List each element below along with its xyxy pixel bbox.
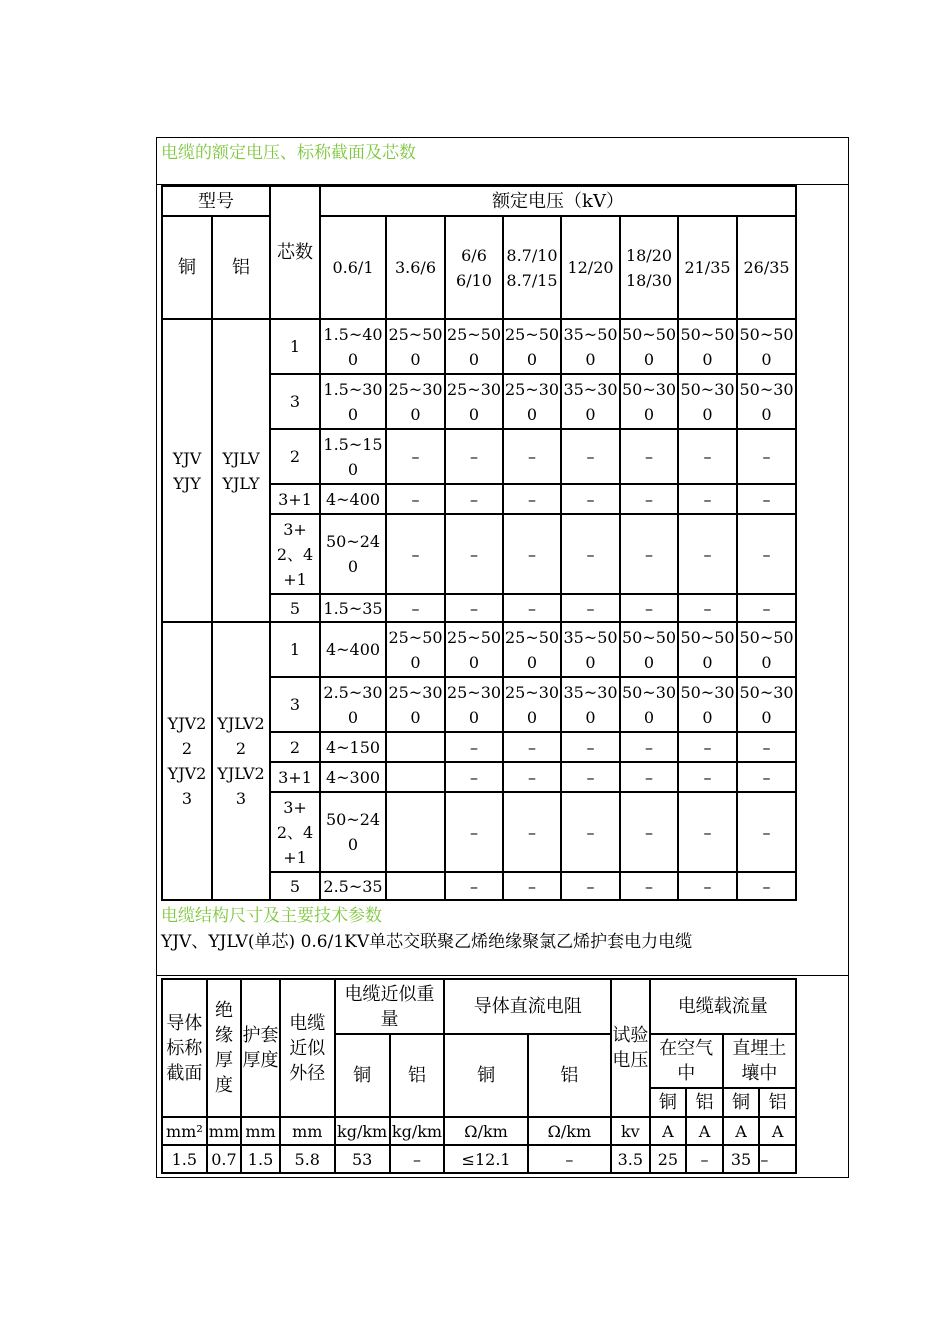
header-approx-weight: 电缆近似重量 [336, 980, 446, 1035]
header-voltage-5: 18/20 18/30 [621, 217, 679, 320]
copper-model: YJV YJY [163, 320, 213, 623]
section-range-cell: 25~500 [446, 320, 504, 375]
copper-model: YJV22 YJV23 [163, 623, 213, 901]
table-row [163, 623, 797, 678]
section-range-cell: 25~500 [387, 623, 446, 678]
section-range-cell: 50~500 [679, 320, 738, 375]
section-range-cell: 4~400 [321, 485, 387, 515]
section-range-cell: – [679, 515, 738, 595]
section-range-cell: 50~300 [679, 375, 738, 430]
header-in-air: 在空气中 [651, 1035, 724, 1089]
section-range-cell: 50~500 [621, 623, 679, 678]
section-range-cell: 4~150 [321, 733, 387, 763]
section-range-cell: – [446, 515, 504, 595]
header-voltage-0: 0.6/1 [321, 217, 387, 320]
section-range-cell: 25~300 [446, 375, 504, 430]
value-cell: 25 [651, 1146, 688, 1174]
cores-cell: 3+2、4+1 [271, 793, 321, 873]
unit-cell: A [687, 1118, 724, 1146]
section-range-cell: – [738, 793, 797, 873]
section-range-cell: – [738, 485, 797, 515]
header-resistance-copper: 铜 [445, 1035, 528, 1118]
section-range-cell: – [562, 793, 621, 873]
value-cell: – [391, 1146, 446, 1174]
section-range-cell: – [562, 763, 621, 793]
section-range-cell: – [621, 873, 679, 901]
section-range-cell: – [562, 485, 621, 515]
section-range-cell [387, 793, 446, 873]
header-weight-aluminum: 铝 [391, 1035, 446, 1118]
section-range-cell: 50~240 [321, 515, 387, 595]
section-range-cell [387, 873, 446, 901]
value-cell: 1.5 [242, 1146, 281, 1174]
section2-title: 电缆结构尺寸及主要技术参数 [161, 906, 382, 926]
unit-cell: A [760, 1118, 797, 1146]
header-voltage-3: 8.7/10 8.7/15 [504, 217, 562, 320]
section-range-cell: – [738, 733, 797, 763]
section-range-cell: 50~240 [321, 793, 387, 873]
section-range-cell: 50~500 [738, 320, 797, 375]
value-cell: 35 [724, 1146, 761, 1174]
section1-title: 电缆的额定电压、标称截面及芯数 [161, 143, 416, 163]
value-cell: 5.8 [281, 1146, 336, 1174]
value-cell: 53 [336, 1146, 391, 1174]
aluminum-model: YJLV YJLY [213, 320, 271, 623]
section-range-cell: 50~500 [621, 320, 679, 375]
section-range-cell: – [504, 485, 562, 515]
cores-cell: 2 [271, 733, 321, 763]
cable-parameters-table [161, 978, 797, 1174]
section-range-cell: 50~300 [621, 678, 679, 733]
unit-cell: kg/km [391, 1118, 446, 1146]
header-weight-copper: 铜 [336, 1035, 391, 1118]
unit-cell: Ω/km [445, 1118, 528, 1146]
section-range-cell: – [621, 515, 679, 595]
section-range-cell: – [446, 763, 504, 793]
cores-cell: 5 [271, 873, 321, 901]
header-resistance-aluminum: 铝 [529, 1035, 612, 1118]
section-range-cell: – [738, 873, 797, 901]
header-outer-diameter: 电缆近似外径 [281, 980, 336, 1118]
section-range-cell: 1.5~35 [321, 595, 387, 623]
value-cell: – [760, 1146, 797, 1174]
value-cell: – [529, 1146, 612, 1174]
section-range-cell: 1.5~400 [321, 320, 387, 375]
section-range-cell: 50~500 [738, 623, 797, 678]
section-range-cell: – [738, 515, 797, 595]
section-range-cell: – [679, 733, 738, 763]
table-row [163, 1146, 797, 1174]
header-capacity-copper-0: 铜 [651, 1089, 688, 1118]
section-range-cell: – [446, 430, 504, 485]
value-cell: 3.5 [612, 1146, 651, 1174]
voltage-section-table [161, 185, 797, 901]
section-range-cell: – [738, 763, 797, 793]
section-range-cell: 1.5~300 [321, 375, 387, 430]
section-range-cell: – [504, 515, 562, 595]
section-range-cell: 35~500 [562, 320, 621, 375]
section-range-cell: – [562, 595, 621, 623]
section-range-cell: – [387, 515, 446, 595]
section-range-cell: – [621, 793, 679, 873]
header-capacity-aluminum-3: 铝 [760, 1089, 797, 1118]
section-range-cell: – [446, 793, 504, 873]
section-range-cell: – [679, 763, 738, 793]
section-range-cell [387, 733, 446, 763]
section-range-cell: – [679, 595, 738, 623]
unit-cell: kg/km [336, 1118, 391, 1146]
section2-subtitle: YJV、YJLV(单芯) 0.6/1KV单芯交联聚乙烯绝缘聚氯乙烯护套电力电缆 [161, 932, 693, 952]
section-range-cell: – [621, 430, 679, 485]
table-row [163, 320, 797, 375]
section-range-cell: – [679, 793, 738, 873]
section-range-cell: – [504, 733, 562, 763]
section-range-cell: 2.5~35 [321, 873, 387, 901]
value-cell: ≤12.1 [445, 1146, 528, 1174]
section-range-cell: 25~300 [387, 678, 446, 733]
cores-cell: 3+1 [271, 485, 321, 515]
cores-cell: 3 [271, 375, 321, 430]
section-range-cell: – [562, 733, 621, 763]
section-range-cell: – [446, 595, 504, 623]
section-range-cell: 50~300 [621, 375, 679, 430]
header-conductor-section: 导体标称截面 [163, 980, 208, 1118]
section-range-cell: – [562, 873, 621, 901]
cores-cell: 2 [271, 430, 321, 485]
section-range-cell: – [446, 873, 504, 901]
section-range-cell: 25~500 [504, 320, 562, 375]
section-range-cell: – [504, 873, 562, 901]
header-in-soil: 直埋土壤中 [724, 1035, 797, 1089]
section-range-cell: 25~300 [504, 678, 562, 733]
header-sheath-thickness: 护套厚度 [242, 980, 281, 1118]
section-range-cell: – [621, 595, 679, 623]
unit-cell: mm [208, 1118, 243, 1146]
aluminum-model: YJLV22 YJLV23 [213, 623, 271, 901]
section-range-cell: – [446, 485, 504, 515]
cores-cell: 3 [271, 678, 321, 733]
header-aluminum: 铝 [213, 217, 271, 320]
value-cell: – [687, 1146, 724, 1174]
section-range-cell: – [562, 515, 621, 595]
section-range-cell: 35~300 [562, 678, 621, 733]
section-range-cell: 50~300 [679, 678, 738, 733]
value-cell: 1.5 [163, 1146, 208, 1174]
header-rated-voltage: 额定电压（kV） [321, 187, 797, 217]
header-voltage-1: 3.6/6 [387, 217, 446, 320]
section-range-cell: 4~300 [321, 763, 387, 793]
header-voltage-6: 21/35 [679, 217, 738, 320]
unit-cell: Ω/km [529, 1118, 612, 1146]
header-voltage-4: 12/20 [562, 217, 621, 320]
section-range-cell: 2.5~300 [321, 678, 387, 733]
unit-cell: A [724, 1118, 761, 1146]
section-range-cell: 4~400 [321, 623, 387, 678]
header-voltage-7: 26/35 [738, 217, 797, 320]
section-range-cell: 25~300 [504, 375, 562, 430]
header-model: 型号 [163, 187, 271, 217]
section-range-cell: 50~300 [738, 375, 797, 430]
section-range-cell: – [387, 485, 446, 515]
header-capacity-aluminum-1: 铝 [687, 1089, 724, 1118]
section-range-cell: – [621, 763, 679, 793]
divider [157, 975, 848, 976]
value-cell: 0.7 [208, 1146, 243, 1174]
section-range-cell: – [387, 595, 446, 623]
cores-cell: 3+1 [271, 763, 321, 793]
unit-cell: mm [281, 1118, 336, 1146]
section-range-cell: – [446, 733, 504, 763]
unit-cell: A [651, 1118, 688, 1146]
header-insulation-thickness: 绝缘厚度 [208, 980, 243, 1118]
section-range-cell: – [679, 873, 738, 901]
section-range-cell: 35~500 [562, 623, 621, 678]
section-range-cell: – [504, 793, 562, 873]
header-copper: 铜 [163, 217, 213, 320]
section-range-cell: 35~300 [562, 375, 621, 430]
cores-cell: 1 [271, 623, 321, 678]
section-range-cell: 25~500 [504, 623, 562, 678]
section-range-cell [387, 763, 446, 793]
section-range-cell: 25~500 [387, 320, 446, 375]
header-test-voltage: 试验电压 [612, 980, 651, 1118]
section-range-cell: 25~300 [387, 375, 446, 430]
section-range-cell: – [387, 430, 446, 485]
cores-cell: 3+2、4+1 [271, 515, 321, 595]
header-cores: 芯数 [271, 187, 321, 320]
section-range-cell: – [504, 763, 562, 793]
header-voltage-2: 6/6 6/10 [446, 217, 504, 320]
cores-cell: 5 [271, 595, 321, 623]
section-range-cell: – [562, 430, 621, 485]
section-range-cell: – [679, 485, 738, 515]
section-range-cell: 50~500 [679, 623, 738, 678]
section-range-cell: 1.5~150 [321, 430, 387, 485]
header-capacity-copper-2: 铜 [724, 1089, 761, 1118]
unit-cell: mm² [163, 1118, 208, 1146]
section-range-cell: – [738, 595, 797, 623]
section-range-cell: – [621, 733, 679, 763]
header-current-capacity: 电缆载流量 [651, 980, 797, 1035]
unit-cell: kv [612, 1118, 651, 1146]
section-range-cell: 50~300 [738, 678, 797, 733]
cores-cell: 1 [271, 320, 321, 375]
section-range-cell: – [738, 430, 797, 485]
section-range-cell: – [621, 485, 679, 515]
unit-cell: mm [242, 1118, 281, 1146]
section-range-cell: 25~300 [446, 678, 504, 733]
header-dc-resistance: 导体直流电阻 [445, 980, 612, 1035]
section-range-cell: – [679, 430, 738, 485]
section-range-cell: 25~500 [446, 623, 504, 678]
section-range-cell: – [504, 595, 562, 623]
section-range-cell: – [504, 430, 562, 485]
